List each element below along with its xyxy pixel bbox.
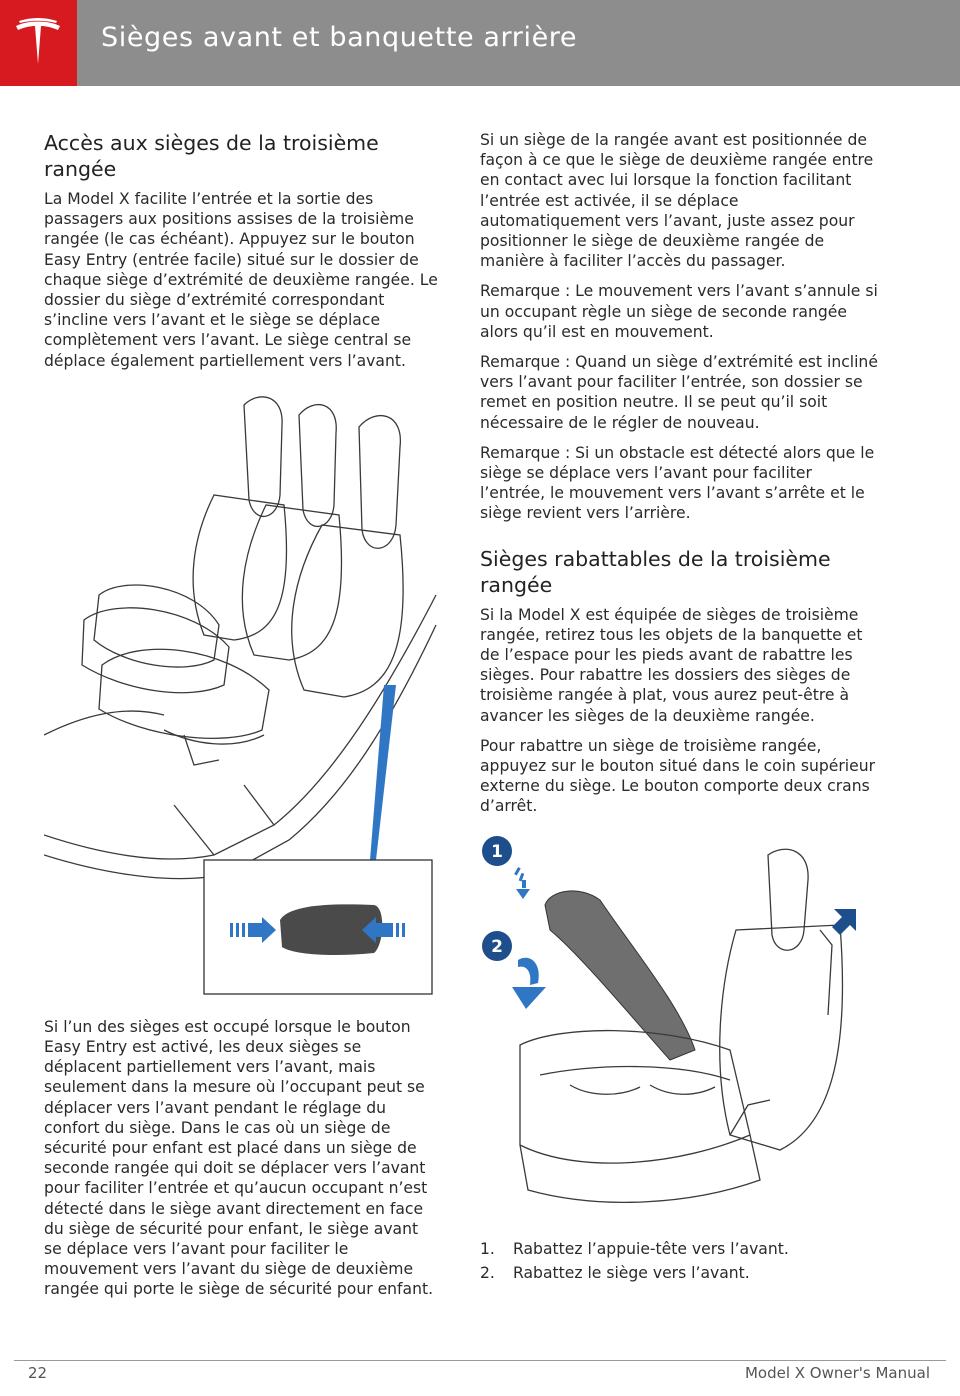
release-button-arrow-icon [832, 909, 856, 935]
step-text: Rabattez le siège vers l’avant. [513, 1263, 750, 1282]
second-row-seats-drawing [44, 385, 440, 995]
note-neutral-position: Remarque : Quand un siège d’extrémité est incliné vers l’avant pour faciliter l’entrée, son dossier se remet en position neutre. Il se peut qu’il soit nécessaire de le régler de nouveau. [480, 353, 878, 432]
page-header [0, 0, 960, 86]
svg-text:1: 1 [491, 841, 503, 862]
left-column [44, 130, 440, 1310]
heading-folding-third-row: Sièges rabattables de la troisième rangée [480, 546, 831, 597]
note-obstacle-detected: Remarque : Si un obstacle est détecté alors que le siège se déplace vers l’avant pour faciliter l’entrée, le mouvement vers l’avant s’arrête et le siège revient vers l’arrière. [480, 443, 875, 523]
step-text: Rabattez l’appuie-tête vers l’avant. [513, 1239, 789, 1258]
seats-illustration [44, 385, 440, 995]
list-item [480, 1263, 878, 1283]
heading-third-row-access: Accès aux sièges de la troisième rangée [44, 131, 379, 181]
step-number: 1. [480, 1239, 495, 1258]
step-number: 2. [480, 1263, 495, 1282]
paragraph-occupied-seat: Si l’un des sièges est occupé lorsque le bouton Easy Entry est activé, les deux sièges se déplacent partiellement vers l’avant, mais seulement dans la mesure où l’occupant peut se déplacer vers l’avant pendant le réglage du confort du siège. Dans le cas où un siège de sécurité pour enfant est placé dans un siège de seconde rangée qui doit se déplacer vers l’avant pour faciliter l’entrée et qu’aucun occupant n’est détecté dans le siège avant directement en face du siège de sécurité pour enfant, le siège avant se déplace vers l’avant pour faciliter le mouvement vers l’avant du siège de deuxième rangée qui porte le siège de sécurité pour enfant. [44, 1017, 434, 1299]
page-number: 22 [28, 1364, 48, 1382]
paragraph-front-seat-contact: Si un siège de la rangée avant est positionnée de façon à ce que le siège de deuxième rangée entre en contact avec lui lorsque la fonction facilitant l’entrée est activée, il se déplace automatiquement vers l’avant, juste assez pour positionner le siège de deuxième rangée de manière à faciliter l’accès du passager. [480, 131, 874, 271]
svg-text:2: 2 [491, 936, 503, 957]
steps-list [480, 1239, 878, 1283]
tesla-logo [0, 0, 77, 86]
footer-divider [14, 1360, 946, 1361]
paragraph-easy-entry: La Model X facilite l’entrée et la sortie des passagers aux positions assises de la troisième rangée (le cas échéant). Appuyez sur le bouton Easy Entry (entrée facile) situé sur le dossier de chaque siège d’extrémité de deuxième rangée. Le dossier du siège d’extrémité correspondant s’incline vers l’avant et le siège se déplace complètement vers l’avant. Le siège central se déplace également partiellement vers l’avant. [44, 190, 438, 370]
paragraph-press-button: Pour rabattre un siège de troisième rangée, appuyez sur le bouton situé dans le coin supérieur externe du siège. Le bouton comporte deux crans d’arrêt. [480, 736, 875, 816]
callout-2-icon [482, 931, 512, 961]
fold-seat-illustration [480, 835, 878, 1227]
callout-1-icon [482, 836, 512, 866]
right-column [480, 130, 878, 1287]
paragraph-remove-objects: Si la Model X est équipée de sièges de troisième rangée, retirez tous les objets de la banquette et de l’espace pour les pieds avant de rabattre les sièges. Pour rabattre les dossiers des sièges de troisième rangée à plat, vous aurez peut-être à avancer les sièges de la deuxième rangée. [480, 605, 863, 725]
third-row-seat-drawing [480, 835, 878, 1227]
section-title: Sièges avant et banquette arrière [101, 22, 578, 53]
tesla-t-icon [13, 18, 63, 68]
list-item [480, 1239, 878, 1259]
manual-name: Model X Owner's Manual [744, 1364, 930, 1382]
note-cancel-movement: Remarque : Le mouvement vers l’avant s’annule si un occupant règle un siège de seconde rangée alors qu’il est en mouvement. [480, 282, 878, 341]
